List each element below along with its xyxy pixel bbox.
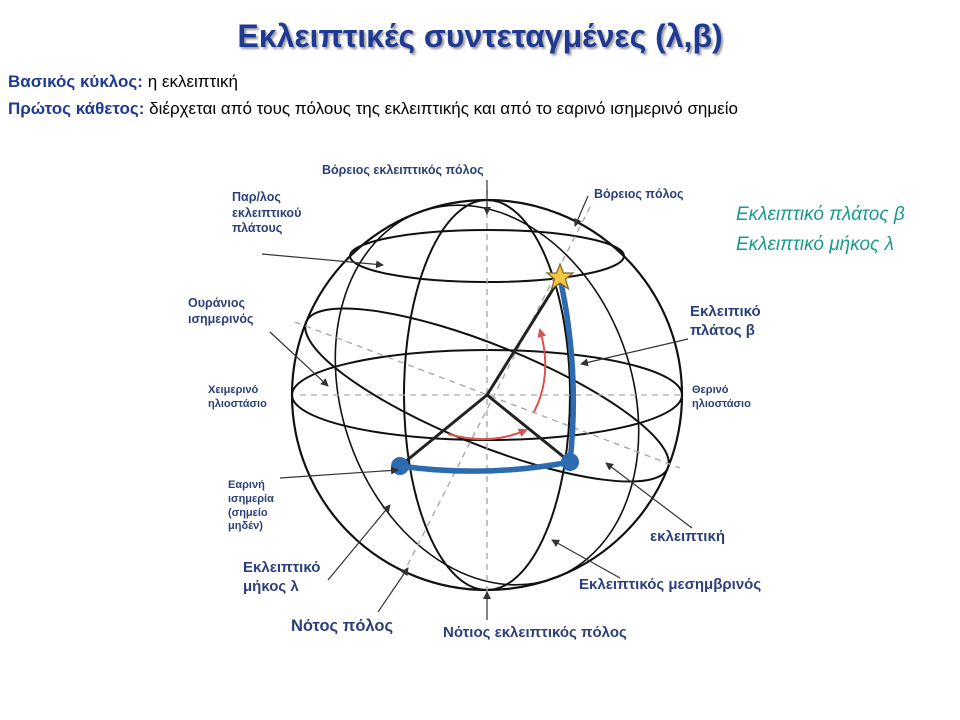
page-title: Εκλειπτικές συντεταγμένες (λ,β) — [237, 18, 723, 54]
summer-solstice-label: Θερινό ηλιοστάσιο — [692, 384, 751, 410]
first-vertical-value: διέρχεται από τους πόλους της εκλειπτικής και από το εαρινό ισημερινό σημείο — [149, 99, 738, 118]
latitude-arc — [560, 278, 573, 462]
radius-to-vernal-equinox — [400, 395, 487, 466]
north-ecliptic-pole-label: Βόρειος εκλειπτικός πόλος — [322, 163, 484, 177]
vernal-equinox-pointer — [280, 470, 398, 478]
north-pole-label: Βόρειος πόλος — [594, 187, 684, 201]
longitude-pointer — [328, 505, 390, 580]
first-vertical-definition: Πρώτος κάθετος: διέρχεται από τους πόλους της εκλειπτικής και από το εαρινό ισημερινό σημείο — [8, 99, 738, 118]
north-pole-pointer — [575, 196, 588, 226]
first-vertical-key: Πρώτος κάθετος — [8, 99, 139, 118]
ecliptic-latitude-label: Εκλειπικό πλάτος β — [690, 303, 761, 339]
radius-to-star — [487, 278, 560, 395]
south-pole-pointer — [378, 568, 408, 612]
ecliptic-longitude-label: Εκλειπτικό μήκος λ — [243, 559, 321, 595]
latitude-pointer — [581, 339, 688, 364]
longitude-arc — [400, 462, 570, 471]
legend-longitude: Εκλειπτικό μήκος λ — [736, 234, 894, 256]
projection-point — [561, 453, 579, 471]
latitude-angle-arrow — [534, 330, 545, 412]
basic-circle-key: Βασικός κύκλος — [8, 72, 138, 91]
legend-latitude: Εκλειπτικό πλάτος β — [736, 204, 905, 225]
vernal-equinox-point — [391, 457, 409, 475]
radius-to-projection — [487, 395, 570, 462]
parallel-label: Παρ/λος εκλειπτικού πλάτους — [232, 190, 302, 236]
legend — [736, 200, 905, 261]
ecliptic-meridian-label: Εκλειπτικός μεσημβρινός — [579, 576, 762, 593]
south-pole-label: Νότος πόλος — [291, 617, 394, 635]
vernal-equinox-label: Εαρινή ισημερία (σημείο μηδέν) — [228, 479, 274, 533]
south-ecliptic-pole-label: Νότιος εκλειπτικός πόλος — [443, 624, 627, 641]
celestial-axis — [400, 207, 590, 580]
ecliptic-label: εκλειπτική — [650, 528, 725, 545]
winter-solstice-label: Χειμερινό ηλιοστάσιο — [208, 384, 267, 410]
celestial-equator-label: Ουράνιος ισημερινός — [188, 296, 254, 326]
basic-circle-value: η εκλειπτική — [147, 72, 238, 91]
basic-circle-definition: Βασικός κύκλος: η εκλειπτική — [8, 72, 238, 91]
